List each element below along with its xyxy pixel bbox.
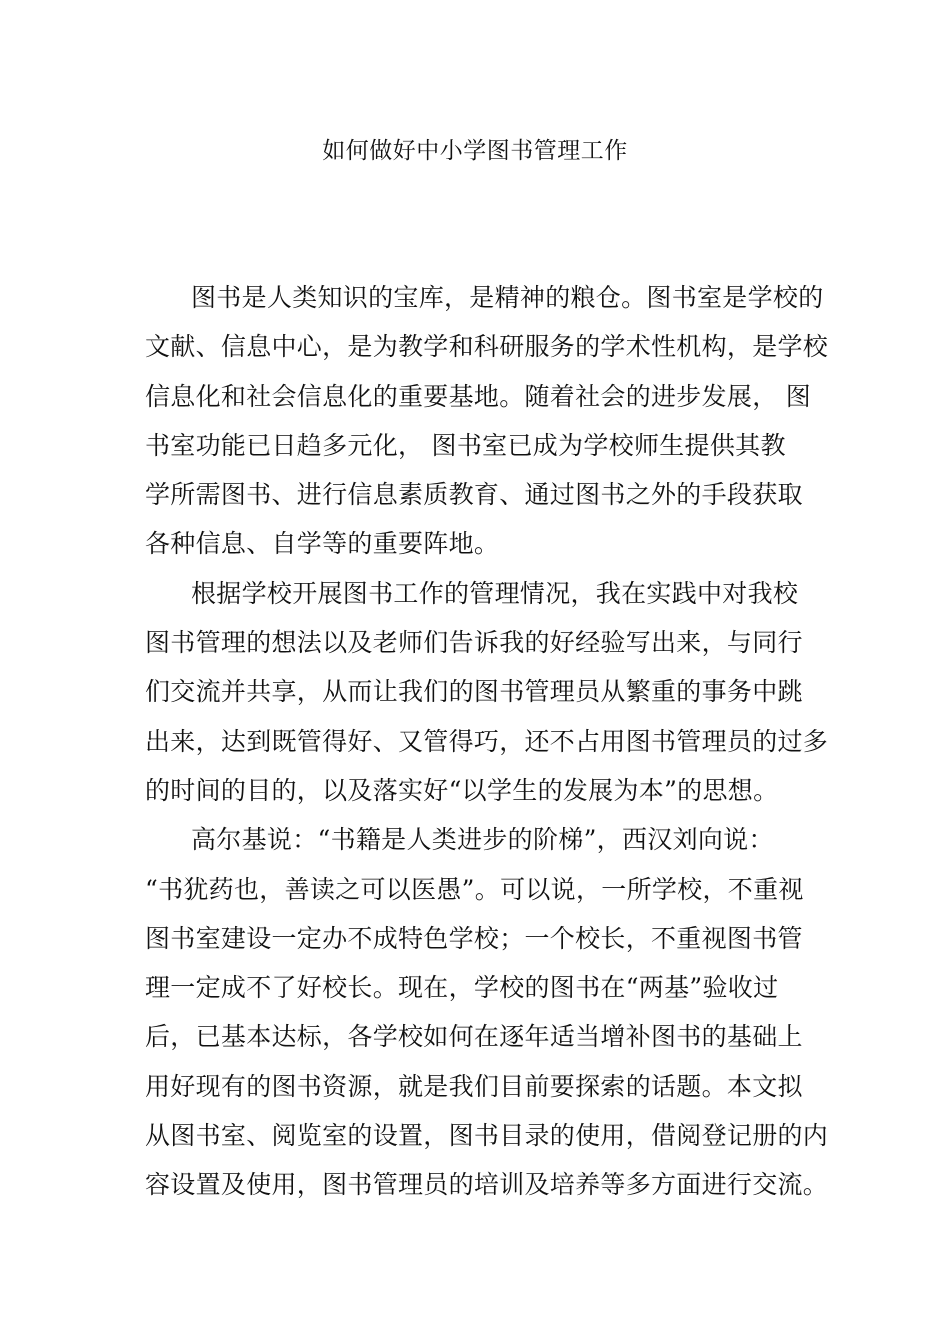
text-line: 信息化和社会信息化的重要基地。随着社会的进步发展， 图 [145, 381, 812, 411]
text-line: 后，已基本达标，各学校如何在逐年适当增补图书的基础上 [145, 1022, 803, 1052]
text-line: 高尔基说：“书籍是人类进步的阶梯”，西汉刘向说： [191, 825, 774, 855]
text-line: 图书管理的想法以及老师们告诉我的好经验写出来，与同行 [145, 628, 803, 658]
document-title: 如何做好中小学图书管理工作 [322, 138, 628, 164]
text-line: 各种信息、自学等的重要阵地。 [145, 529, 500, 559]
text-line: “书犹药也，善读之可以医愚”。可以说，一所学校，不重视 [145, 874, 804, 904]
text-line: 们交流并共享，从而让我们的图书管理员从繁重的事务中跳 [145, 677, 803, 707]
text-line: 用好现有的图书资源，就是我们目前要探索的话题。本文拟 [145, 1071, 803, 1101]
text-line: 书室功能已日趋多元化， 图书室已成为学校师生提供其教 [145, 430, 786, 460]
text-line: 容设置及使用，图书管理员的培训及培养等多方面进行交流。 [145, 1170, 829, 1200]
text-line: 图书是人类知识的宝库，是精神的粮仓。图书室是学校的 [191, 283, 824, 312]
text-line: 出来，达到既管得好、又管得巧，还不占用图书管理员的过多 [145, 726, 829, 756]
text-line: 学所需图书、进行信息素质教育、通过图书之外的手段获取 [145, 480, 803, 510]
document-body [145, 280, 829, 1217]
text-line: 根据学校开展图书工作的管理情况，我在实践中对我校 [191, 578, 799, 608]
text-line: 文献、信息中心，是为教学和科研服务的学术性机构，是学校 [145, 332, 829, 362]
text-line: 理一定成不了好校长。现在，学校的图书在“两基”验收过 [145, 973, 779, 1003]
text-line: 图书室建设一定办不成特色学校；一个校长，不重视图书管 [145, 923, 803, 953]
text-line: 的时间的目的，以及落实好“以学生的发展为本”的思想。 [145, 775, 779, 805]
text-line: 从图书室、阅览室的设置，图书目录的使用，借阅登记册的内 [145, 1121, 829, 1151]
